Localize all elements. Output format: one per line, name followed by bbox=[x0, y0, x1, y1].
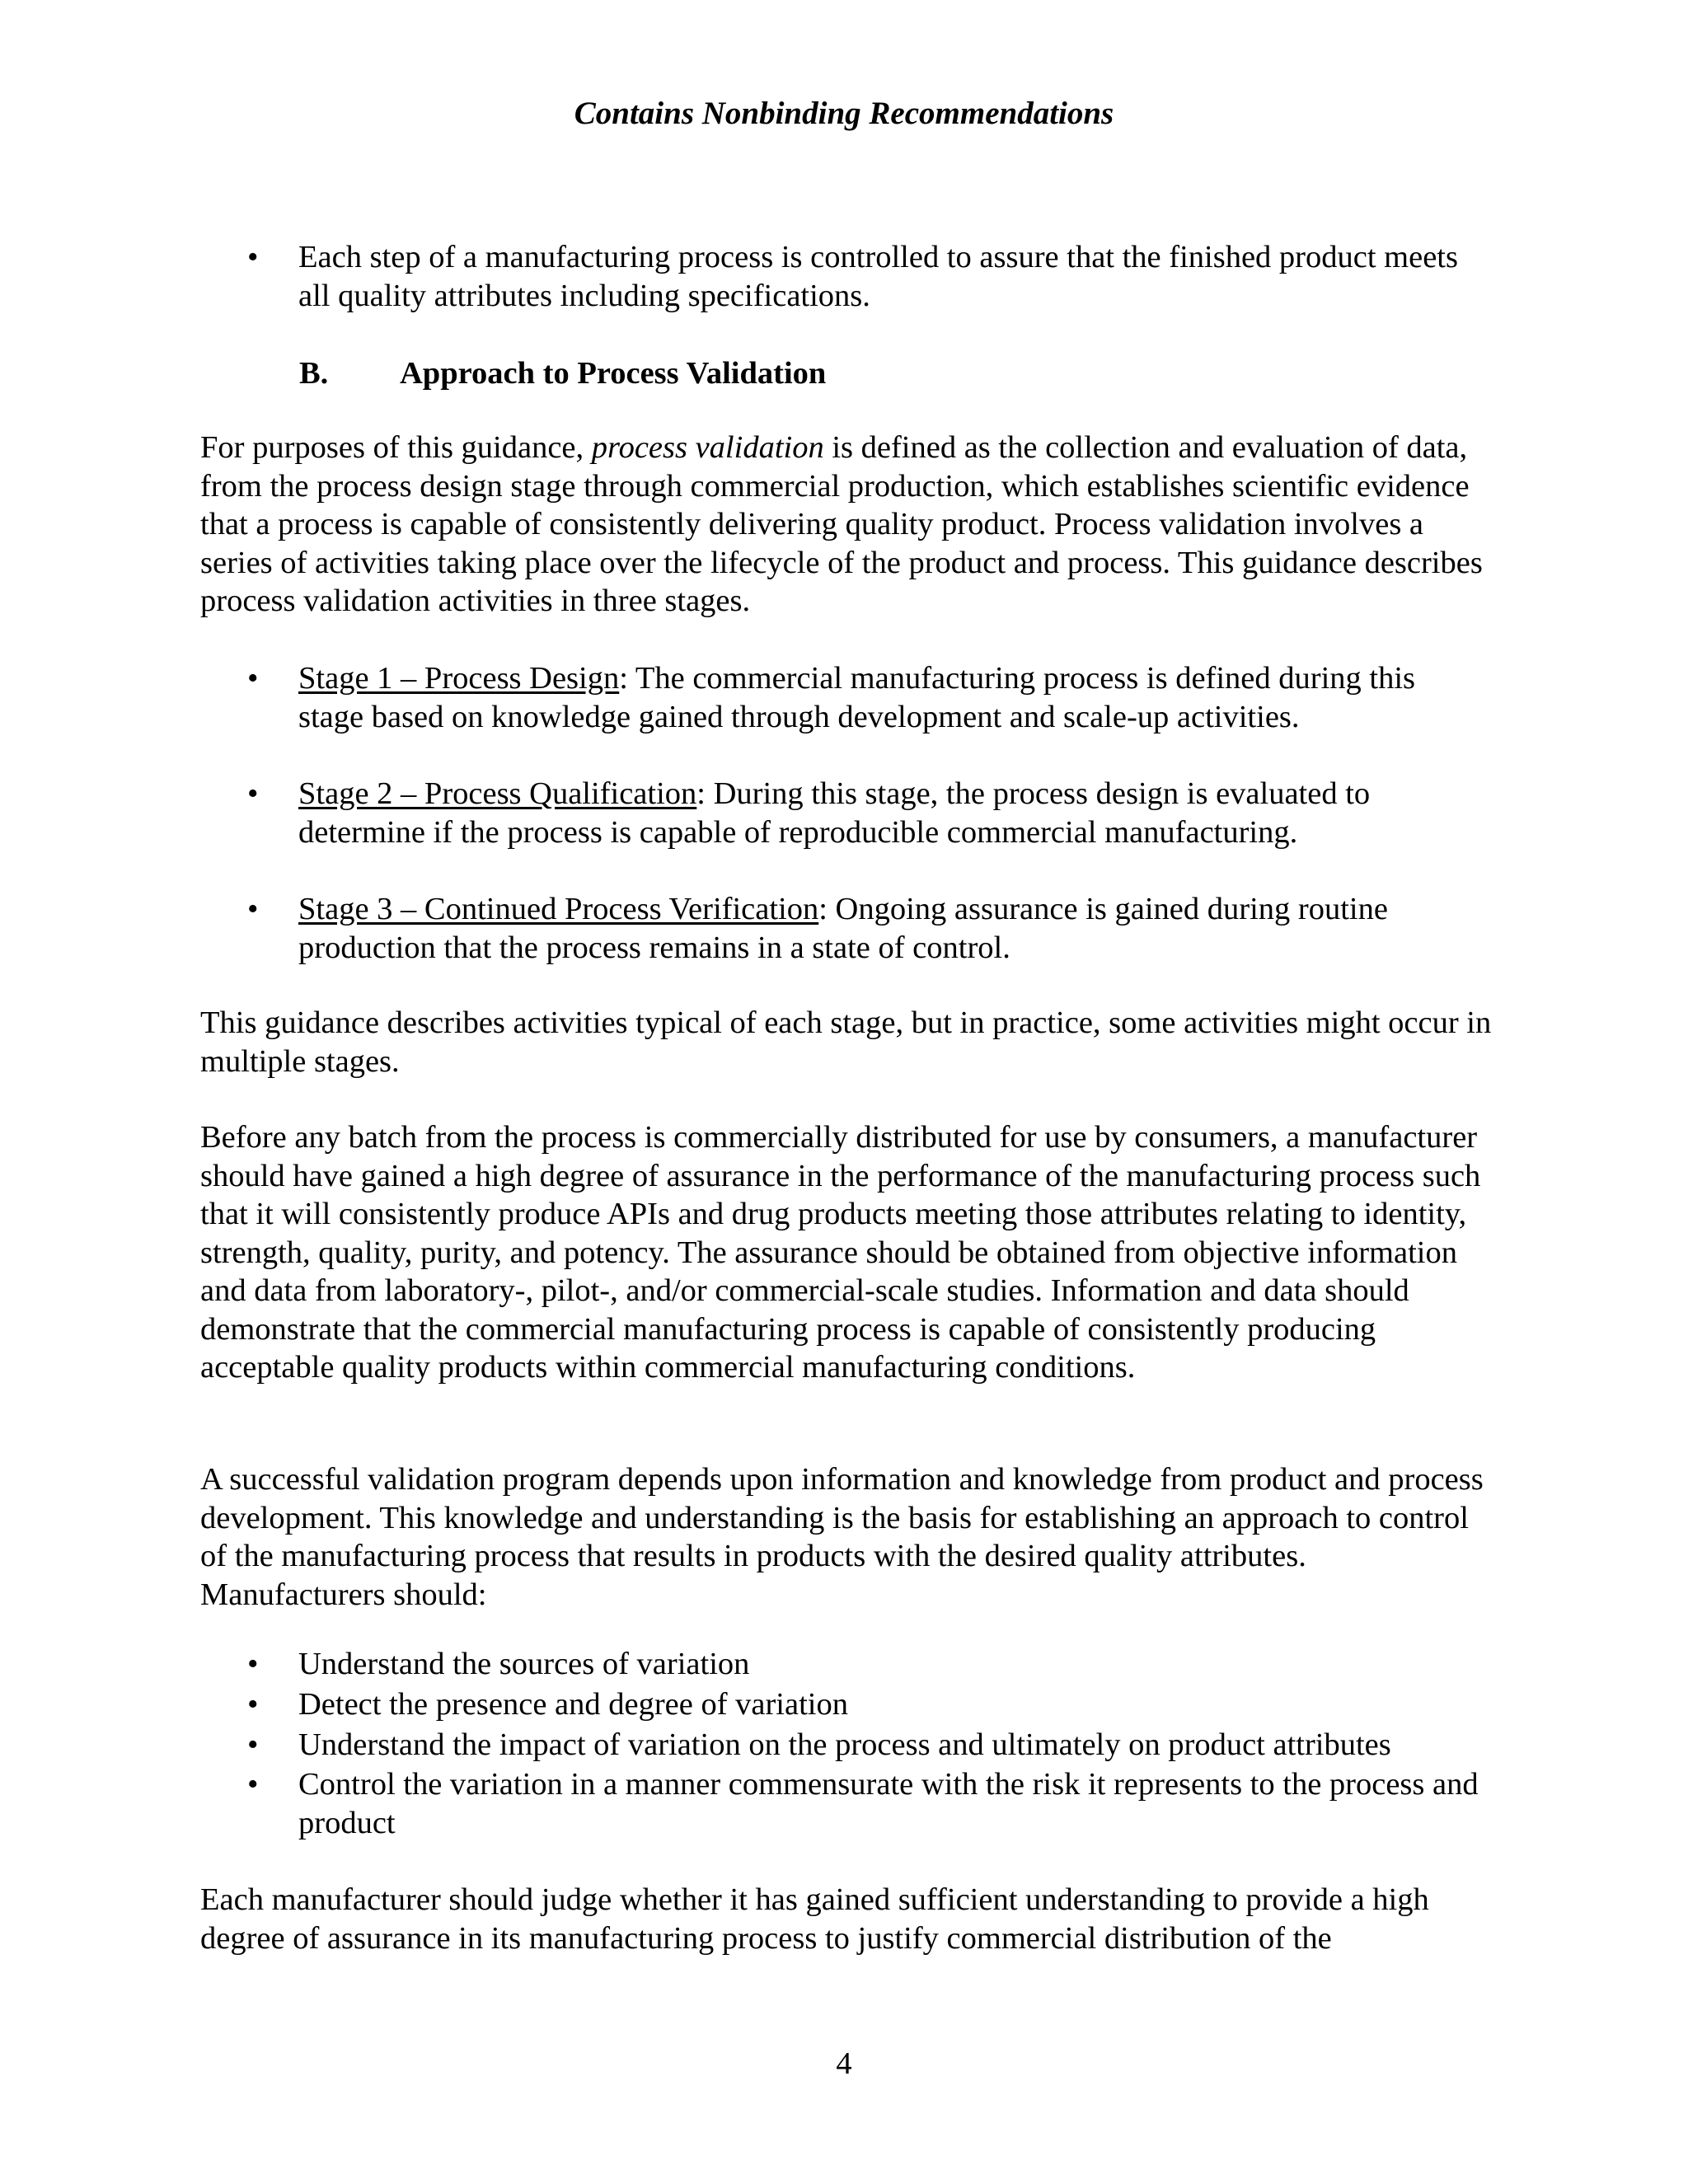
section-heading bbox=[299, 354, 826, 393]
bullet-marker: • bbox=[247, 1647, 259, 1681]
para1-before: For purposes of this guidance, bbox=[200, 430, 592, 465]
paragraph-assurance-before-distribution: Before any batch from the process is commercially distributed for use by consumers, a manufacturer should have gained a high degree of assurance in the performance of the manufacturing process such that it will consistently produce APIs and drug products meeting those attributes relating to identity, strength, quality, purity, and potency. The assurance should be obtained from objective information and data from laboratory-, pilot-, and/or commercial-scale studies. Information and data should demonstrate that the commercial manufacturing process is capable of consistently producing acceptable quality products within commercial manufacturing conditions. bbox=[200, 1120, 1481, 1385]
list-item bbox=[247, 1644, 1484, 1685]
list-item-text: Understand the impact of variation on the process and ultimately on product attributes bbox=[298, 1727, 1391, 1762]
stage-description: : During this stage, the process design is evaluated to determine if the process is capable of reproducible commercial manufacturing. bbox=[298, 776, 1371, 850]
paragraph-process-validation-definition bbox=[200, 429, 1494, 621]
intro-bullet-text: Each step of a manufacturing process is controlled to assure that the finished product meets all quality attributes including specifications. bbox=[298, 240, 1458, 313]
section-letter: B. bbox=[299, 356, 329, 391]
page-number: 4 bbox=[836, 2046, 852, 2081]
stage-text bbox=[298, 890, 1485, 967]
bullet-marker: • bbox=[247, 1767, 259, 1802]
para1-after: is defined as the collection and evaluation of data, from the process design stage through commercial production, which establishes scientific evidence that a process is capable of consistently delivering quality product. Process validation involves a series of activities taking place over the lifecycle of the product and process. This guidance describes process validation activities in three stages. bbox=[200, 430, 1483, 618]
defined-term: process validation bbox=[591, 430, 824, 465]
bullet-marker: • bbox=[247, 1727, 259, 1762]
list-item-text: Control the variation in a manner commensurate with the risk it represents to the process and product bbox=[298, 1767, 1479, 1840]
paragraph-validation-program: A successful validation program depends upon information and knowledge from product and process development. This knowledge and understanding is the basis for establishing an approach to control of the manufacturing process that results in products with the desired quality attributes. Manufacturers should: bbox=[200, 1462, 1484, 1612]
page-header: Contains Nonbinding Recommendations bbox=[574, 96, 1114, 131]
stage-label: Stage 1 – Process Design bbox=[298, 661, 620, 696]
paragraph-stage-activities: This guidance describes activities typical of each stage, but in practice, some activities might occur in multiple stages. bbox=[200, 1005, 1492, 1079]
stage-label: Stage 3 – Continued Process Verification bbox=[298, 892, 819, 926]
stage-description: : Ongoing assurance is gained during routine production that the process remains in a state of control. bbox=[298, 892, 1388, 965]
bullet-marker: • bbox=[247, 661, 259, 696]
stage-text bbox=[298, 775, 1485, 851]
bullet-marker: • bbox=[247, 892, 259, 926]
stage-text bbox=[298, 659, 1485, 736]
bullet-marker: • bbox=[247, 776, 259, 811]
bullet-marker: • bbox=[247, 1687, 259, 1722]
list-item bbox=[247, 1685, 1484, 1725]
paragraph-judge-understanding: Each manufacturer should judge whether it has gained sufficient understanding to provide a high degree of assurance in its manufacturing process to justify commercial distribution of the bbox=[200, 1882, 1429, 1956]
list-item bbox=[247, 1725, 1484, 1765]
stage-description: : The commercial manufacturing process is defined during this stage based on knowledge gained through development and scale-up activities. bbox=[298, 661, 1416, 734]
manufacturers-should-list bbox=[247, 1644, 1484, 1842]
list-item bbox=[247, 1765, 1484, 1842]
section-title: Approach to Process Validation bbox=[400, 356, 827, 391]
stage-label: Stage 2 – Process Qualification bbox=[298, 776, 697, 811]
list-item-text: Detect the presence and degree of variation bbox=[298, 1687, 848, 1722]
list-item-text: Understand the sources of variation bbox=[298, 1647, 750, 1681]
bullet-marker: • bbox=[247, 240, 259, 274]
